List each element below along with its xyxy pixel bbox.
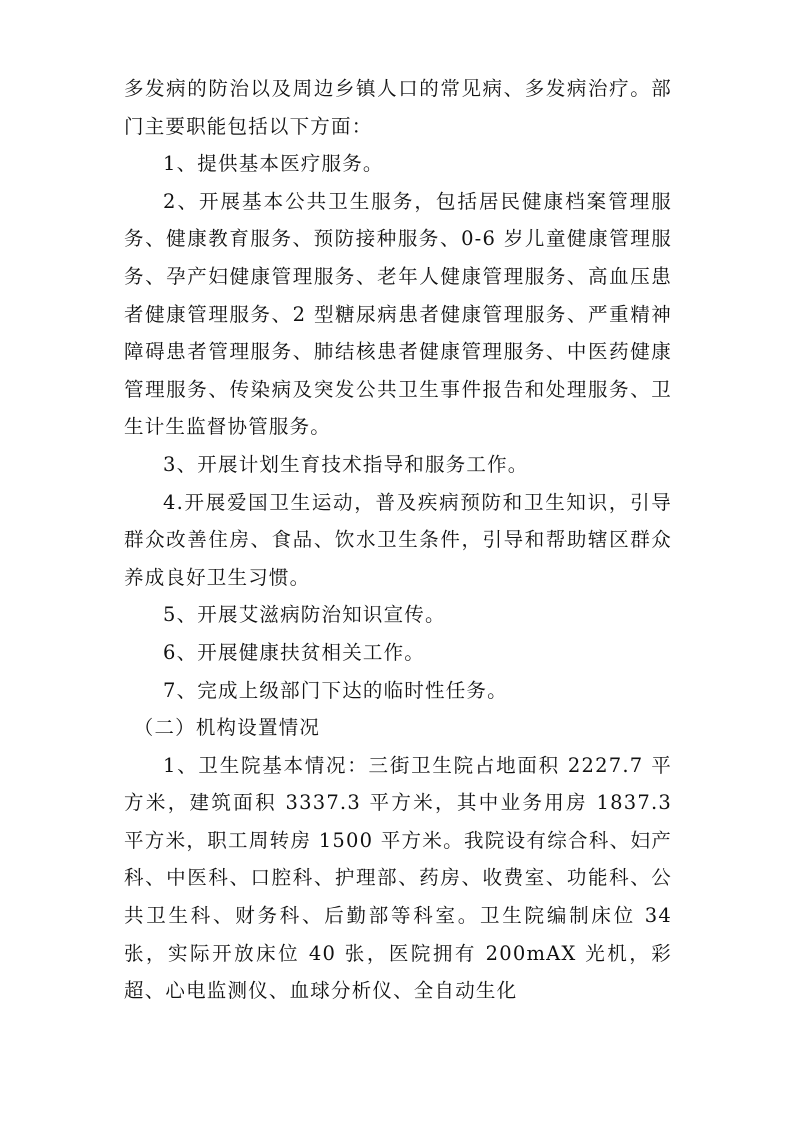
paragraph-item-6: 6、开展健康扶贫相关工作。 — [163, 640, 426, 664]
paragraph-item-4: 4.开展爱国卫生运动，普及疾病预防和卫生知识，引导群众改善住房、食品、饮水卫生条件，引导和帮助辖区群众养成良好卫生习惯。 — [124, 490, 672, 589]
paragraph-intro: 多发病的防治以及周边乡镇人口的常见病、多发病治疗。部门主要职能包括以下方面： — [124, 77, 672, 138]
paragraph-item-2: 2、开展基本公共卫生服务，包括居民健康档案管理服务、健康教育服务、预防接种服务、0-6 岁儿童健康管理服务、孕产妇健康管理服务、老年人健康管理服务、高血压患者健康管理服务、2 型糖尿病患者健康管理服务、严重精神障碍患者管理服务、肺结核患者健康管理服务、中医药健康管理服务、传染病及突发公共卫生事件报告和处理服务、卫生计生监督协管服务。 — [124, 189, 672, 439]
paragraph-item-7: 7、完成上级部门下达的临时性任务。 — [163, 678, 508, 702]
paragraph-basic-info: 1、卫生院基本情况：三街卫生院占地面积 2227.7 平方米，建筑面积 3337.3 平方米，其中业务用房 1837.3 平方米，职工周转房 1500 平方米。我院设有综合科、妇产科、中医科、口腔科、护理部、药房、收费室、功能科、公共卫生科、财务科、后勤部等科室。卫生院编制床位 34 张，实际开放床位 40 张，医院拥有 200mAX 光机，彩超、心电监测仪、血球分析仪、全自动生化 — [124, 753, 672, 1003]
document-body — [124, 70, 672, 1010]
paragraph-item-3: 3、开展计划生育技术指导和服务工作。 — [163, 452, 529, 476]
paragraph-item-1: 1、提供基本医疗服务。 — [163, 152, 384, 176]
section-heading: （二）机构设置情况 — [133, 716, 321, 740]
paragraph-item-5: 5、开展艾滋病防治知识宣传。 — [163, 603, 446, 627]
